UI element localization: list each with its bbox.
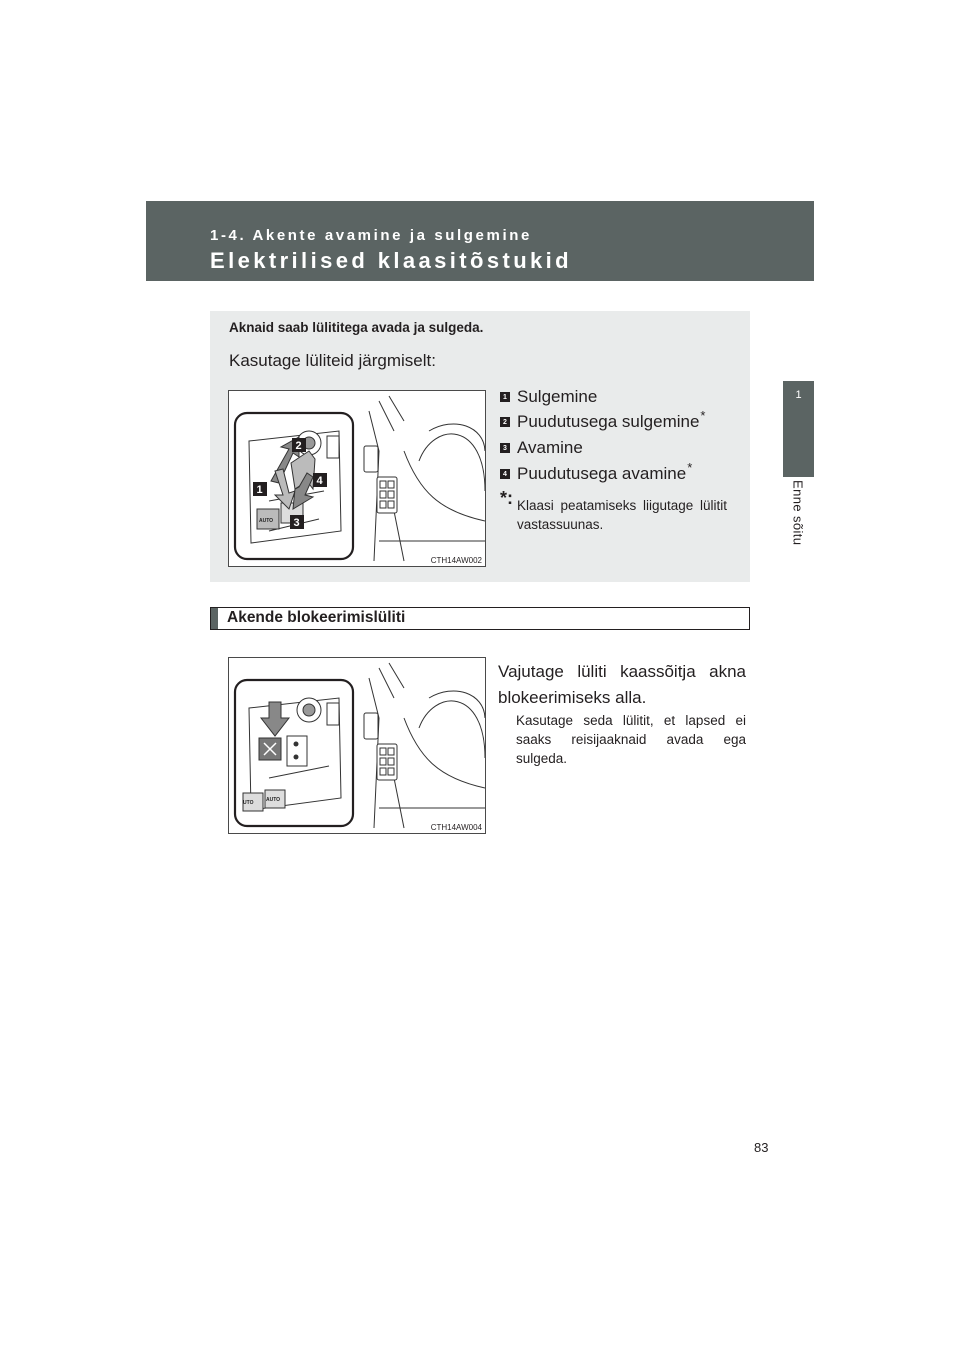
intro-text: Kasutage lüliteid järgmiselt: [229, 351, 436, 370]
word: Vajutage [498, 662, 564, 681]
list-marker: 3 [500, 443, 510, 453]
callout-3: 3 [293, 517, 300, 529]
list-item-text: Sulgemine [517, 387, 598, 406]
section-heading-bar [211, 608, 218, 629]
section-heading [210, 607, 750, 630]
intro-lead: Aknaid saab lülititega avada ja sulgeda. [229, 320, 484, 335]
list-item [500, 407, 706, 433]
footnote-mark: * [687, 459, 693, 475]
footnote-mark: * [700, 407, 706, 423]
lock-instruction [498, 659, 746, 711]
chapter-header [146, 201, 814, 281]
section-number-title: 1-4. Akente avamine ja sulgemine [210, 227, 532, 244]
lock-instruction-line-1 [498, 659, 746, 685]
footnote-text: Klaasi peatamiseks liigutage lülitit vastassuunas. [517, 498, 727, 532]
list-item [500, 437, 584, 459]
page-title: Elektrilised klaasitõstukid [210, 248, 573, 273]
chapter-tab-label-text: Enne sõitu [790, 480, 806, 546]
list-marker: 4 [500, 469, 510, 479]
window-switch-drawing [229, 391, 485, 566]
auto-switch-label: AUTO [259, 518, 274, 524]
window-switch-illustration [228, 390, 486, 567]
figure-code: CTH14AW004 [430, 823, 482, 832]
lock-instruction-line-2: blokeerimiseks alla. [498, 688, 647, 707]
chapter-tab-number: 1 [795, 389, 802, 401]
word: kaassõitja [620, 662, 696, 681]
list-marker: 2 [500, 417, 510, 427]
list-item-text: Avamine [517, 438, 583, 457]
chapter-tab-label [782, 480, 814, 560]
figure-code: CTH14AW002 [430, 556, 482, 565]
auto-switch-label-partial: UTO [243, 800, 254, 806]
auto-switch-label: AUTO [266, 797, 281, 803]
word: lüliti [577, 662, 607, 681]
list-item-text: Puudutusega avamine [517, 464, 687, 483]
section-heading-text: Akende blokeerimislüliti [227, 609, 406, 626]
list-item [500, 459, 693, 485]
window-lock-illustration [228, 657, 486, 834]
lock-note: Kasutage seda lülitit, et lapsed ei saaks reisijaaknaid avada ega sulgeda. [516, 713, 746, 766]
window-lock-drawing [229, 658, 485, 833]
list-item-text: Puudutusega sulgemine [517, 412, 700, 431]
word: akna [709, 662, 746, 681]
footnote-marker: *: [500, 488, 513, 508]
callout-4: 4 [316, 475, 323, 487]
chapter-tab [783, 381, 814, 477]
list-item [500, 386, 598, 408]
list-marker: 1 [500, 392, 510, 402]
callout-2: 2 [295, 440, 302, 452]
callout-1: 1 [256, 484, 263, 496]
page-number: 83 [754, 1140, 769, 1155]
